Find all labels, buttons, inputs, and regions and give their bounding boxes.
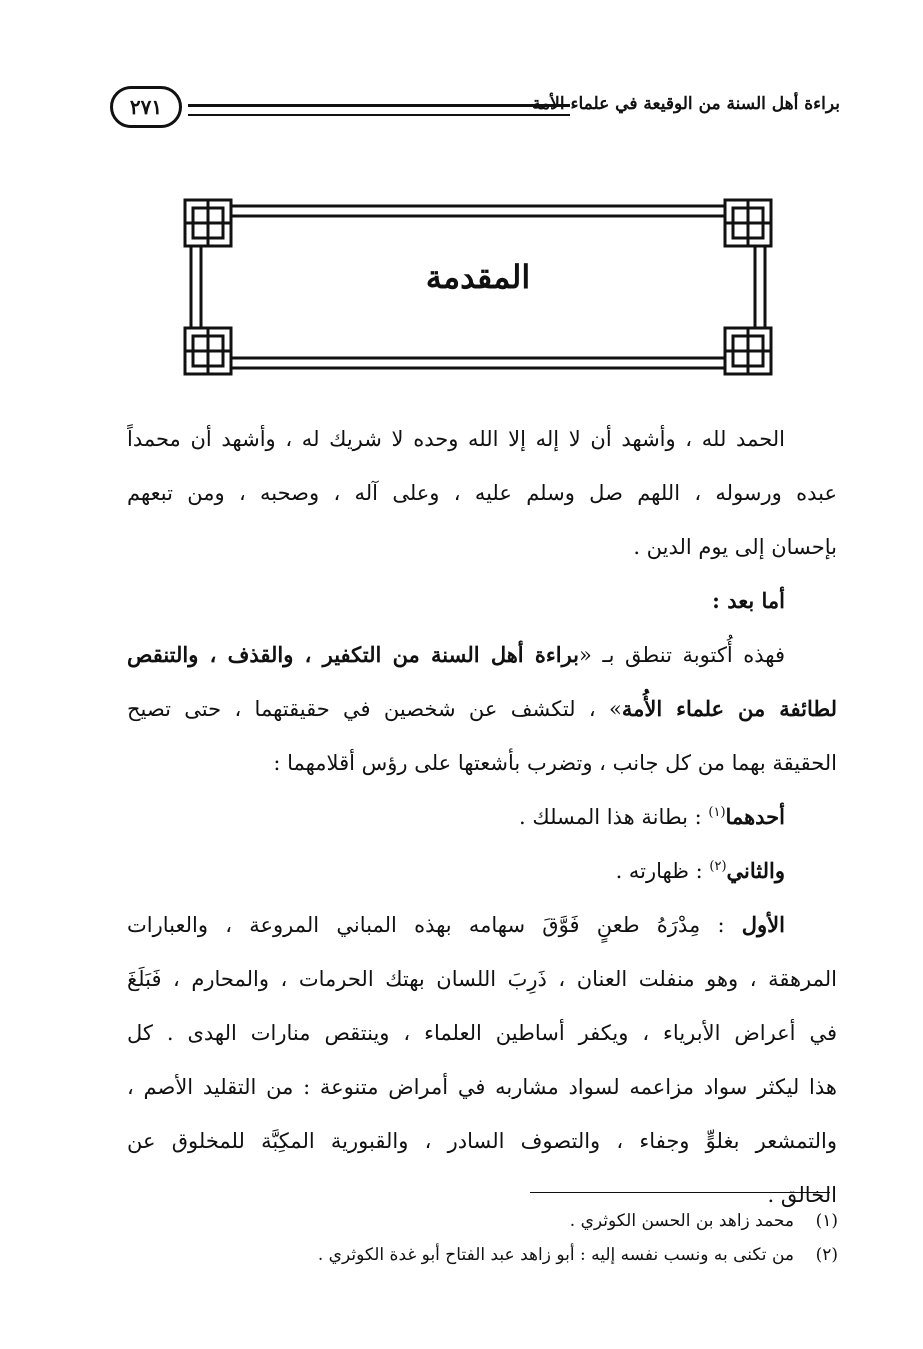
footnote-number: (١) — [815, 1211, 838, 1231]
footnote-ref: (٢) — [709, 859, 727, 874]
text-line: عبده ورسوله ، اللهم صل وسلم عليه ، وعلى آله ، وصحبه ، ومن تبعهم — [127, 481, 837, 505]
footnote-item — [240, 1238, 838, 1272]
body-text — [127, 412, 837, 1222]
text-span: : بطانة هذا المسلك . — [519, 805, 709, 829]
page-number: ٢٧١ — [110, 86, 182, 128]
footnote-item — [240, 1204, 838, 1238]
text-span: » ، لتكشف عن شخصين في حقيقتهما ، حتى تصيح — [127, 697, 622, 721]
text-line: أما بعد : — [712, 588, 785, 613]
text-line — [127, 898, 837, 952]
text-span: : ظهارته . — [615, 859, 710, 883]
text-line: والتمشعر بغلوٍّ وجفاء ، والتصوف السادر ، والقبورية المكِبَّة للمخلوق عن — [127, 1129, 837, 1153]
text-span: الأول — [741, 912, 785, 937]
text-line — [127, 628, 837, 682]
text-line: الخالق . — [767, 1183, 837, 1207]
footnote-text: محمد زاهد بن الحسن الكوثري . — [569, 1211, 794, 1231]
text-line: بإحسان إلى يوم الدين . — [633, 535, 837, 559]
text-line: المرهقة ، وهو منفلت العنان ، ذَرِبَ اللسان بهتك الحرمات ، والمحارم ، فَبَلَغَ — [127, 967, 837, 991]
text-line — [127, 682, 837, 736]
section-title: المقدمة — [425, 258, 531, 296]
text-line: الحمد لله ، وأشهد أن لا إله إلا الله وحده لا شريك له ، وأشهد أن محمداً — [127, 427, 785, 451]
text-span: فهذه أُكتوبة تنطق بـ « — [579, 643, 785, 667]
text-span: أحدهما — [725, 804, 785, 829]
text-line: في أعراض الأبرياء ، ويكفر أساطين العلماء ، وينتقص منارات الهدى . كل — [127, 1021, 837, 1045]
footnote-divider — [530, 1192, 830, 1193]
header-double-rule — [188, 104, 570, 116]
text-line — [127, 844, 837, 898]
text-span: والثاني — [726, 858, 785, 883]
running-title: براءة أهل السنة من الوقيعة في علماء الأمة — [531, 94, 840, 114]
text-line: هذا ليكثر سواد مزاعمه لسواد مشاربه في أمراض متنوعة : من التقليد الأصم ، — [127, 1075, 837, 1099]
footnote-ref: (١) — [708, 805, 726, 820]
page-header — [110, 86, 840, 136]
footnote-text: من تكنى به ونسب نفسه إليه : أبو زاهد عبد الفتاح أبو غدة الكوثري . — [317, 1245, 794, 1265]
text-span: : مِدْرَهُ طعنٍ فَوَّقَ سهامه بهذه المباني المروعة ، والعبارات — [127, 913, 742, 937]
footnotes — [240, 1204, 838, 1272]
title-ornamental-frame — [183, 198, 773, 376]
book-title-span: براءة أهل السنة من التكفير ، والقذف ، والتنقص — [127, 642, 579, 667]
book-title-span: لطائفة من علماء الأُمة — [621, 696, 837, 721]
text-line: الحقيقة بهما من كل جانب ، وتضرب بأشعتها على رؤس أقلامهما : — [273, 751, 837, 775]
text-line — [127, 790, 837, 844]
footnote-number: (٢) — [815, 1245, 838, 1265]
